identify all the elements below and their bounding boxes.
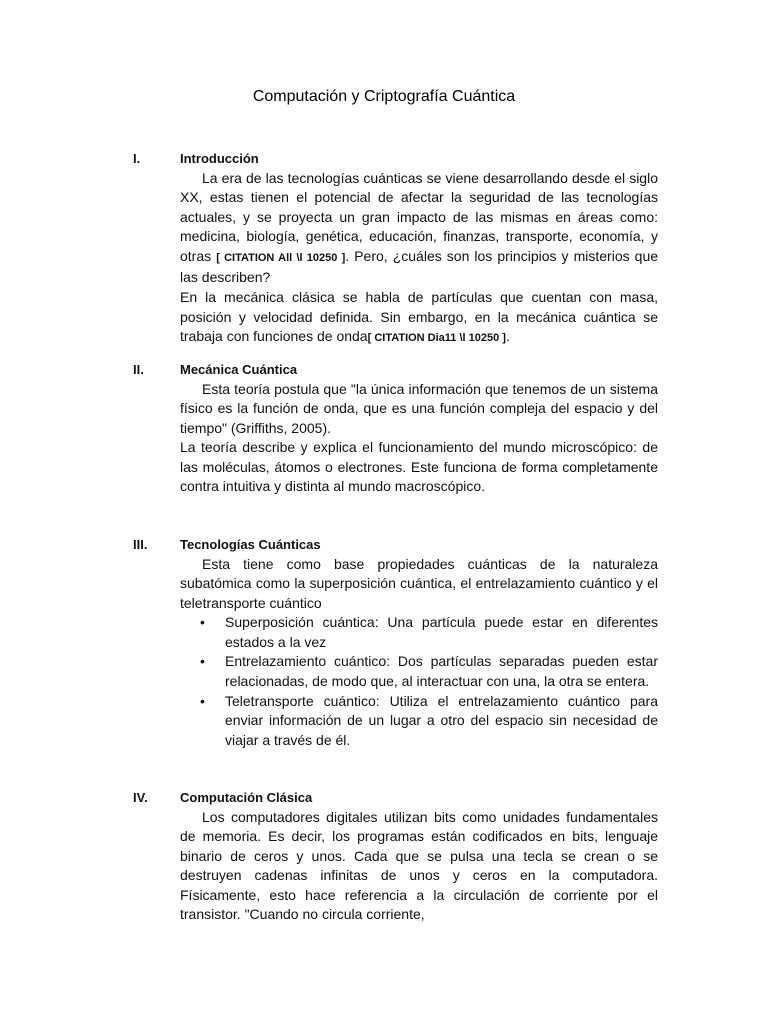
bullet-list	[180, 613, 658, 750]
paragraph	[180, 169, 658, 289]
section-number: III.	[133, 537, 148, 552]
paragraph: La teoría describe y explica el funcionamiento del mundo microscópico: de las moléculas, átomos o electrones. Este funciona de forma completamente contra intuitiva y distinta al mundo macroscópico.	[180, 439, 658, 495]
section-mecanica-cuantica	[133, 360, 658, 497]
list-item	[180, 692, 658, 751]
list-item	[180, 613, 658, 652]
citation-field: [ CITATION Dia11 \l 10250 ]	[367, 332, 506, 345]
section-number: I.	[133, 151, 141, 166]
bullet-icon: •	[200, 653, 205, 670]
list-item-text: Teletransporte cuántico: Utiliza el entrelazamiento cuántico para enviar información de un lugar a otro del espacio sin necesidad de viajar a través de él.	[225, 692, 658, 748]
paragraph	[180, 288, 658, 349]
bullet-icon: •	[200, 692, 205, 709]
paragraph-text: En la mecánica clásica se habla de partículas que cuentan con masa, posición y velocidad definida. Sin embargo, en la mecánica cuántica se trabaja con funciones de onda	[180, 289, 658, 345]
list-item-text: Superposición cuántica: Una partícula puede estar en diferentes estados a la vez	[225, 614, 658, 650]
document-title: Computación y Criptografía Cuántica	[252, 88, 516, 105]
list-item	[180, 652, 658, 691]
section-heading: Computación Clásica	[180, 790, 313, 805]
paragraph: Los computadores digitales utilizan bits como unidades fundamentales de memoria. Es decir, los programas están codificados en bits, lenguaje binario de ceros y unos. Cada que se pulsa una tecla se crean o se destruyen cadenas infinitas de unos y ceros en la computadora. Físicamente, esto hace referencia a la circulación de corriente por el transistor. "Cuando no circula corriente,	[180, 808, 658, 923]
section-heading: Introducción	[180, 151, 259, 166]
section-introduccion	[133, 149, 658, 349]
paragraph-text: .	[505, 328, 510, 345]
section-computacion-clasica	[133, 788, 658, 925]
paragraph: Esta tiene como base propiedades cuánticas de la naturaleza subatómica como la superposición cuántica, el entrelazamiento cuántico y el teletransporte cuántico	[180, 555, 658, 611]
section-tecnologias-cuanticas	[133, 535, 658, 750]
paragraph-text: La era de las tecnologías cuánticas se viene desarrollando desde el siglo XX, estas tienen el potencial de afectar la seguridad de las tecnologías actuales, y se proyecta un gran impacto de las mismas en áreas como: medicina, biología, genética, educación, finanzas, transporte, economía, y otras	[180, 169, 658, 264]
section-heading: Mecánica Cuántica	[180, 362, 298, 377]
paragraph-text: . Pero, ¿cuáles son los principios y misterios que las describen?	[180, 247, 659, 286]
list-item-text: Entrelazamiento cuántico: Dos partículas separadas pueden estar relacionadas, de modo que, al interactuar con una, la otra se entera.	[225, 653, 658, 690]
paragraph: Esta teoría postula que "la única información que tenemos de un sistema físico es la función de onda, que es una función compleja del espacio y del tiempo" (Griffiths, 2005).	[180, 380, 658, 436]
section-number: IV.	[133, 790, 148, 805]
section-number: II.	[133, 362, 144, 377]
citation-field: [ CITATION All \l 10250 ]	[216, 251, 346, 264]
section-heading: Tecnologías Cuánticas	[180, 537, 321, 552]
bullet-icon: •	[200, 614, 205, 631]
